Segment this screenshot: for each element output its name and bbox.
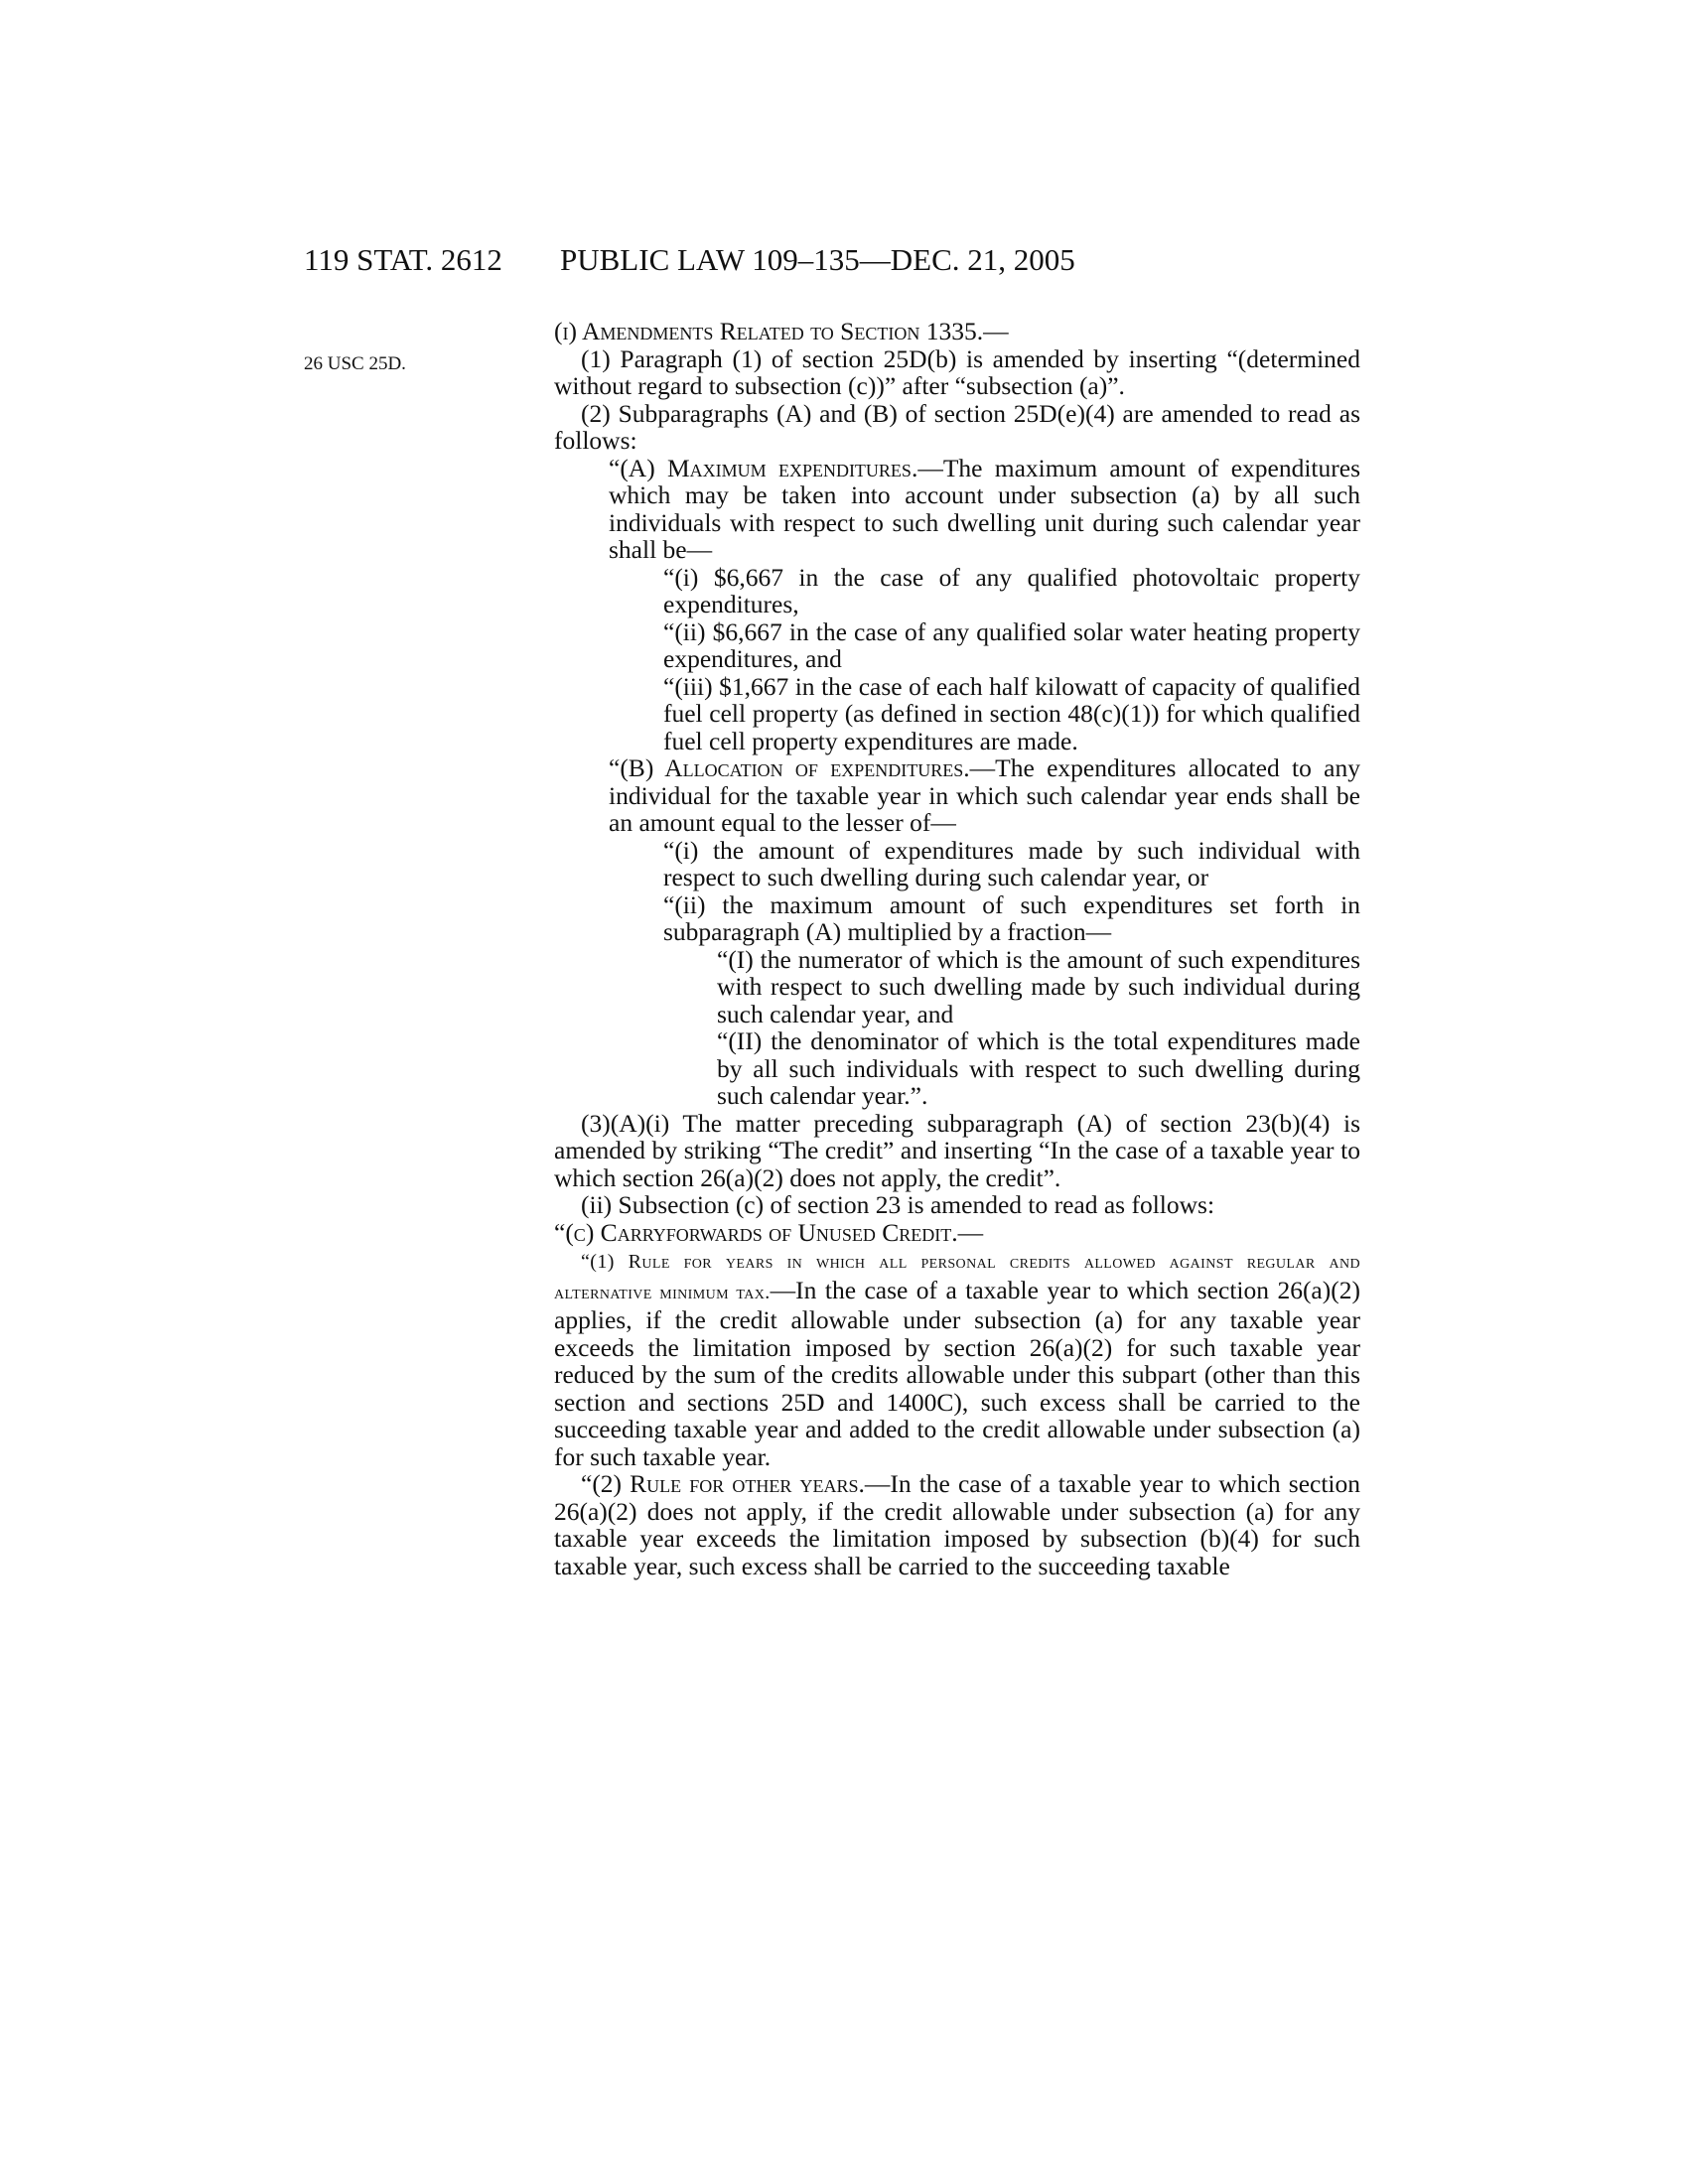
margin-note-usc: 26 USC 25D. [304, 353, 406, 374]
clause-b-i: “(i) the amount of expenditures made by such individual with respect to such dwelling during such calendar year, or [663, 835, 1360, 891]
rule-2-heading: “(2) Rule for other years. [581, 1469, 865, 1498]
paragraph-1: (1) Paragraph (1) of section 25D(b) is amended by inserting “(determined without regard to subsection (c))” after “subsection (a)”. [554, 343, 1360, 400]
clause-b-ii: “(ii) the maximum amount of such expenditures set forth in subparagraph (A) multiplied by a fraction— [663, 889, 1360, 946]
page-header [0, 242, 1688, 282]
subparagraph-a-heading: “(A) Maximum expenditures. [609, 453, 918, 482]
public-law-title: PUBLIC LAW 109–135—DEC. 21, 2005 [560, 242, 1075, 277]
subclause-b-ii-i: “(I) the numerator of which is the amount of such expenditures with respect to such dwelling made by such individual during such calendar year, and [717, 944, 1360, 1028]
subparagraph-b-text: —The expenditures allocated to any individual for the taxable year in which such calendar year ends shall be an amount equal to the lesser of— [609, 753, 1360, 837]
rule-1 [554, 1246, 1360, 1470]
paragraph-2: (2) Subparagraphs (A) and (B) of section 25D(e)(4) are amended to read as follows: [554, 398, 1360, 455]
stat-citation: 119 STAT. 2612 [304, 242, 502, 277]
clause-a-i: “(i) $6,667 in the case of any qualified photovoltaic property expenditures, [663, 562, 1360, 618]
subparagraph-a [554, 455, 1360, 564]
rule-1-text: —In the case of a taxable year to which section 26(a)(2) applies, if the credit allowable under subsection (a) for any taxable year exceeds the limitation imposed by section 26(a)(2) for such taxable year reduced by the sum of the credits allowable under this subpart (other than this section and sections 25D and 1400C), such excess shall be carried to the succeeding taxable year and added to the credit allowable under subsection (a) for such taxable year. [554, 1275, 1360, 1471]
subparagraph-b [554, 754, 1360, 837]
rule-2 [554, 1470, 1360, 1579]
clause-a-ii: “(ii) $6,667 in the case of any qualified solar water heating property expenditures, and [663, 616, 1360, 673]
subsection-i-heading: (i) Amendments Related to Section 1335.— [554, 317, 1009, 345]
subclause-b-ii-ii: “(II) the denominator of which is the total expenditures made by all such individuals with respect to such dwelling during such calendar year.”. [717, 1026, 1360, 1110]
statute-body [554, 318, 1360, 1579]
subsection-c-heading: “(c) Carryforwards of Unused Credit.— [554, 1217, 984, 1247]
clause-a-iii: “(iii) $1,667 in the case of each half kilowatt of capacity of qualified fuel cell property (as defined in section 48(c)(1)) for which qualified fuel cell property expenditures are made. [663, 671, 1360, 755]
rule-1-heading: “(1) Rule for years in which all personal credits allowed against regular and alternative minimum tax. [554, 1251, 1360, 1303]
subparagraph-a-text: —The maximum amount of expenditures which may be taken into account under subsection (a) by all such individuals with respect to such dwelling unit during such calendar year shall be— [609, 453, 1361, 564]
subparagraph-b-heading: “(B) Allocation of expenditures. [609, 753, 970, 782]
paragraph-3-a-i: (3)(A)(i) The matter preceding subparagraph (A) of section 23(b)(4) is amended by striking “The credit” and inserting “In the case of a taxable year to which section 26(a)(2) does not apply, the credit”. [554, 1108, 1360, 1192]
rule-2-text: —In the case of a taxable year to which section 26(a)(2) does not apply, if the credit allowable under subsection (a) for any taxable year exceeds the limitation imposed by subsection (b)(4) for such taxable year, such excess shall be carried to the succeeding taxable [554, 1469, 1360, 1580]
paragraph-3-a-ii: (ii) Subsection (c) of section 23 is amended to read as follows: [581, 1190, 1215, 1219]
